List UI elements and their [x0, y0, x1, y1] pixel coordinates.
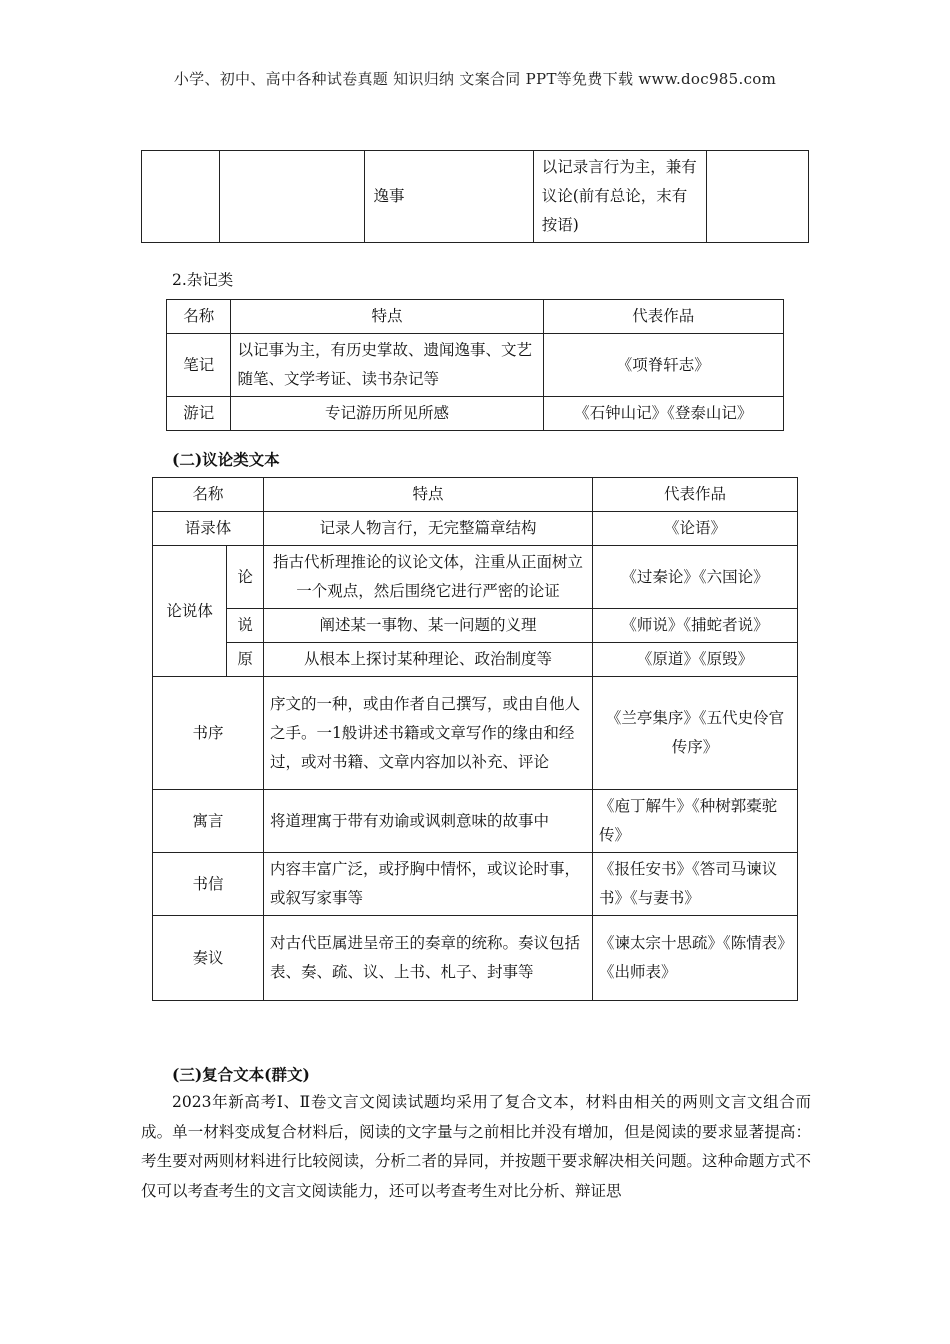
row-works: 《论语》: [593, 512, 798, 546]
row-feature: 从根本上探讨某种理论、政治制度等: [264, 643, 593, 677]
row-feature: 记录人物言行，无完整篇章结构: [264, 512, 593, 546]
table-row: [167, 334, 784, 397]
header-works: 代表作品: [593, 478, 798, 512]
header-name: 名称: [153, 478, 264, 512]
row-works: 《原道》《原毁》: [593, 643, 798, 677]
table-row: [167, 397, 784, 431]
row-name: 游记: [167, 397, 231, 431]
table-cell-desc: 以记录言行为主，兼有议论(前有总论，末有按语): [533, 151, 706, 243]
row-works: 《兰亭集序》《五代史伶官传序》: [593, 677, 798, 790]
table-row: [153, 546, 798, 609]
row-group-name: 论说体: [153, 546, 227, 677]
row-feature: 将道理寓于带有劝谕或讽刺意味的故事中: [264, 790, 593, 853]
row-works: 《过秦论》《六国论》: [593, 546, 798, 609]
row-feature: 以记事为主，有历史掌故、遗闻逸事、文艺随笔、文学考证、读书杂记等: [231, 334, 543, 397]
row-sub-name: 原: [227, 643, 264, 677]
continued-table: [141, 150, 809, 243]
row-name: 书信: [153, 853, 264, 916]
table-row: [153, 609, 798, 643]
page-header: 小学、初中、高中各种试卷真题 知识归纳 文案合同 PPT等免费下载 www.doc985.com: [173, 70, 777, 88]
row-works: 《石钟山记》《登泰山记》: [543, 397, 783, 431]
section-heading-fuhe: (三)复合文本(群文): [172, 1065, 310, 1084]
row-feature: 指古代析理推论的议论文体，注重从正面树立一个观点，然后围绕它进行严密的论证: [264, 546, 593, 609]
zaji-table: [166, 299, 784, 431]
section-heading-yilun: (二)议论类文本: [172, 450, 280, 469]
table-cell-empty: [220, 151, 365, 243]
section-heading-zaji: 2.杂记类: [172, 271, 234, 289]
header-name: 名称: [167, 300, 231, 334]
row-works: 《报任安书》《答司马谏议书》《与妻书》: [593, 853, 798, 916]
table-row: [153, 916, 798, 1001]
row-name: 寓言: [153, 790, 264, 853]
table-cell-empty: [142, 151, 220, 243]
table-row: [153, 643, 798, 677]
row-sub-name: 论: [227, 546, 264, 609]
row-name: 语录体: [153, 512, 264, 546]
row-feature: 序文的一种，或由作者自己撰写，或由自他人之手。一1般讲述书籍或文章写作的缘由和经过，或对书籍、文章内容加以补充、评论: [264, 677, 593, 790]
row-feature: 阐述某一事物、某一问题的义理: [264, 609, 593, 643]
row-name: 笔记: [167, 334, 231, 397]
body-paragraph: 2023年新高考Ⅰ、Ⅱ卷文言文阅读试题均采用了复合文本，材料由相关的两则文言文组合而成。单一材料变成复合材料后，阅读的文字量与之前相比并没有增加，但是阅读的要求显著提高：考生要对两则材料进行比较阅读，分析二者的异同，并按题干要求解决相关问题。这种命题方式不仅可以考查考生的文言文阅读能力，还可以考查考生对比分析、辩证思: [141, 1093, 811, 1200]
row-works: 《师说》《捕蛇者说》: [593, 609, 798, 643]
table-row: [142, 151, 809, 243]
table-header-row: [153, 478, 798, 512]
header-feature: 特点: [264, 478, 593, 512]
table-header-row: [167, 300, 784, 334]
table-cell-title: 逸事: [365, 151, 533, 243]
row-feature: 内容丰富广泛，或抒胸中情怀，或议论时事，或叙写家事等: [264, 853, 593, 916]
table-row: [153, 512, 798, 546]
table-cell-empty: [707, 151, 809, 243]
header-feature: 特点: [231, 300, 543, 334]
row-name: 书序: [153, 677, 264, 790]
row-works: 《项脊轩志》: [543, 334, 783, 397]
row-name: 奏议: [153, 916, 264, 1001]
header-works: 代表作品: [543, 300, 783, 334]
row-works: 《庖丁解牛》《种树郭橐驼传》: [593, 790, 798, 853]
table-row: [153, 790, 798, 853]
table-row: [153, 677, 798, 790]
yilun-table: [152, 477, 798, 1001]
row-feature: 对古代臣属进呈帝王的奏章的统称。奏议包括表、奏、疏、议、上书、札子、封事等: [264, 916, 593, 1001]
row-feature: 专记游历所见所感: [231, 397, 543, 431]
row-works: 《谏太宗十思疏》《陈情表》《出师表》: [593, 916, 798, 1001]
table-row: [153, 853, 798, 916]
row-sub-name: 说: [227, 609, 264, 643]
